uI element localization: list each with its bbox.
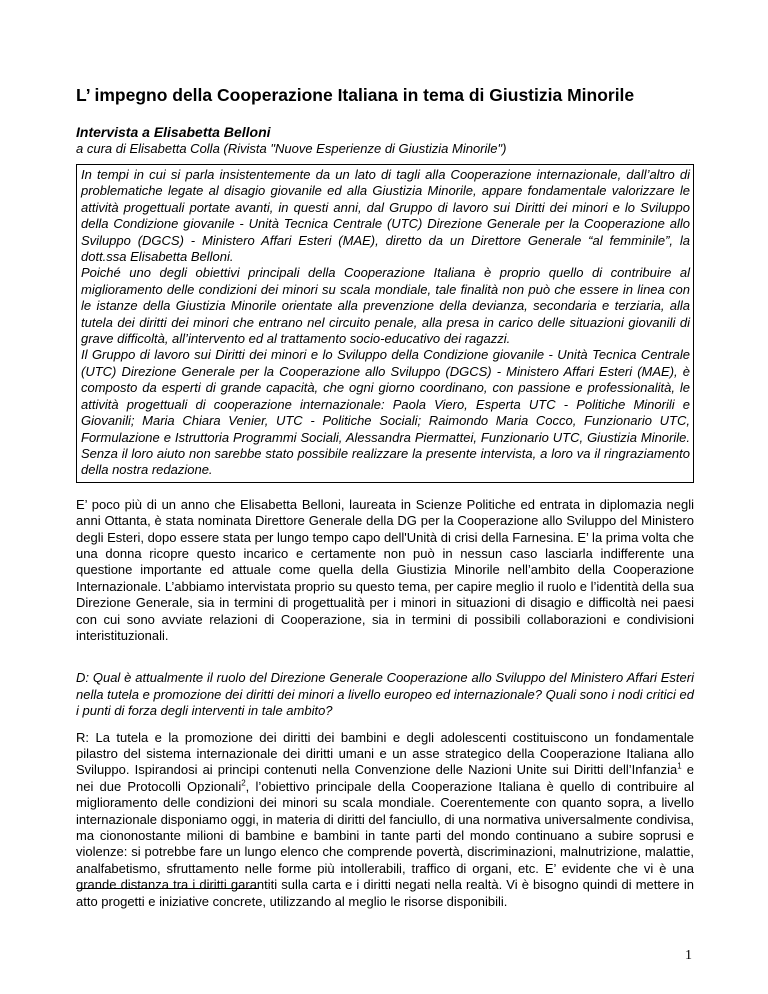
byline: a cura di Elisabetta Colla (Rivista "Nuove Esperienze di Giustizia Minorile") [76, 141, 507, 156]
interview-title: Intervista a Elisabetta Belloni [76, 124, 271, 140]
intro-box [76, 164, 694, 483]
answer-text: R: La tutela e la promozione dei diritti dei bambini e degli adolescenti costituiscono un fondamentale pilastro del sistema internazionale dei diritti umani e un asse strategico della Cooperazione Italiana allo Sviluppo. Ispirandosi ai principi contenuti nella Convenzione delle Nazioni Unite sui Diritti dell’Infanzia [76, 729, 694, 778]
footnote-reference[interactable]: 2 [241, 778, 246, 788]
intro-box-paragraph: Il Gruppo di lavoro sui Diritti dei minori e lo Sviluppo della Condizione giovanile - Unità Tecnica Centrale (UTC) Direzione Generale per la Cooperazione allo Sviluppo (DGCS) - Ministero Affari Esteri (MAE), è composto da esperti di grande capacità, che ogni giorno coordinano, con passione e professionalità, le attività progettuali di cooperazione internazionale: Paola Viero, Esperta UTC - Politiche Minorili e Giovanili; Maria Chiara Venier, UTC - Politiche Sociali; Raimondo Maria Cocco, Funzionario UTC, Formulazione e Istruttoria Programmi Sociali, Alessandra Piermattei, Funzionario UTC, Giustizia Minorile. Senza il loro aiuto non sarebbe stato possibile realizzare la presente intervista, a loro va il ringraziamento della nostra redazione. [81, 347, 690, 478]
intro-box-paragraph: Poiché uno degli obiettivi principali della Cooperazione Italiana è proprio quello di contribuire al miglioramento delle condizioni dei minori su scala mondiale, tale finalità non può che essere in linea con le istanze della Giustizia Minorile orientate alla prevenzione della devianza, secondaria e terziaria, alla tutela dei diritti dei minori che entrano nel circuito penale, alla presa in carico delle situazioni giovanili di grave difficoltà, all’intervento ed al trattamento socio-educativo dei ragazzi. [81, 265, 690, 347]
answer-paragraph [76, 730, 694, 910]
document-body [76, 84, 694, 910]
page-number: 1 [685, 948, 692, 963]
question-paragraph: D: Qual è attualmente il ruolo del Direzione Generale Cooperazione allo Sviluppo del Ministero Affari Esteri nella tutela e promozione dei diritti dei minori a livello europeo ed internazionale? Quali sono i nodi critici ed i punti di forza degli interventi in tale ambito? [76, 670, 694, 719]
answer-text: e nei due Protocolli Opzionali [76, 762, 695, 794]
answer-text: , l’obiettivo principale della Cooperazione Italiana è quello di contribuire al miglioramento delle condizioni dei minori su scala mondiale. Coerentemente con quanto sopra, a livello internazionale disponiamo oggi, in materia di diritti del fanciullo, di una normativa universalmente condivisa, ma ciononostante milioni di bambine e bambini in tante parti del mondo continuano a subire soprusi e violenze: si potrebbe fare un lungo elenco che comprende povertà, discriminazioni, malnutrizione, malattie, analfabetismo, sfruttamento nelle forme più intollerabili, traffico di organi, etc. E’ evidente che vi è una grande distanza tra i diritti garantiti sulla carta e i diritti negati nella realtà. Vi è bisogno quindi di mettere in atto progetti e iniziative concrete, utilizzando al meglio le risorse disponibili. [76, 778, 694, 909]
intro-paragraph: E’ poco più di un anno che Elisabetta Belloni, laureata in Scienze Politiche ed entrata in diplomazia negli anni Ottanta, è stata nominata Direttore Generale della DG per la Cooperazione allo Sviluppo del Ministero degli Esteri, dopo essere stata per lungo tempo capo dell'Unità di crisi della Farnesina. E’ la prima volta che una donna ricopre questo incarico e certamente non può in nessun caso lasciarla indifferente una questione importante ed attuale come quella della Giustizia Minorile nell’ambito della Cooperazione Internazionale. L’abbiamo intervistata proprio su questo tema, per capire meglio il ruolo e l’identità della sua Direzione Generale, sia in termini di progettualità per i minori in situazioni di disagio e difficoltà nei paesi con cui sono avviate relazioni di Cooperazione, sia in termini di possibili collaborazioni e condivisioni interistituzionali. [76, 496, 694, 643]
footnote-separator [76, 888, 258, 889]
intro-box-paragraph: In tempi in cui si parla insistentemente da un lato di tagli alla Cooperazione internazionale, dall’altro di problematiche legate al disagio giovanile ed alla Giustizia Minorile, appare fondamentale valorizzare le attività progettuali portate avanti, in questi anni, dal Gruppo di lavoro sui Diritti dei minori e lo Sviluppo della Condizione giovanile - Unità Tecnica Centrale (UTC) Direzione Generale per la Cooperazione allo Sviluppo (DGCS) - Ministero Affari Esteri (MAE), diretto da un Direttore Generale “al femminile”, la dott.ssa Elisabetta Belloni. [81, 167, 690, 265]
document-title: L’ impegno della Cooperazione Italiana in tema di Giustizia Minorile [76, 85, 635, 105]
footnote-reference[interactable]: 1 [677, 762, 682, 772]
